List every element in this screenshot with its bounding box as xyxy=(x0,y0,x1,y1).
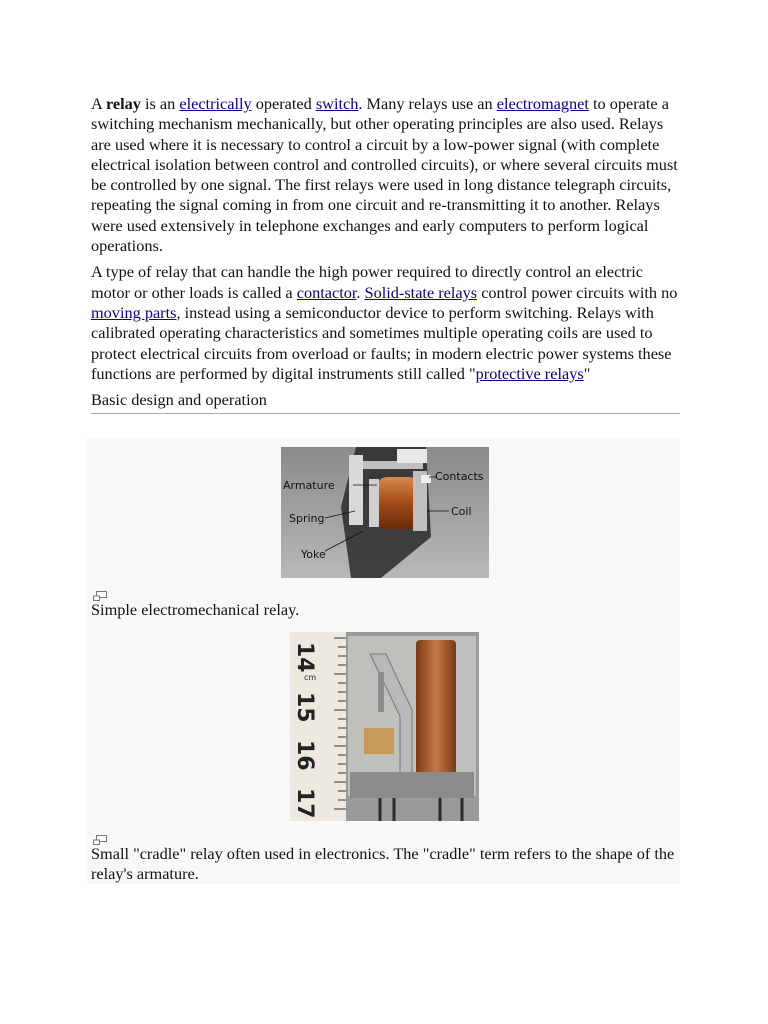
ruler-mark-16: 16 xyxy=(292,740,317,771)
relay-photo[interactable] xyxy=(281,447,489,578)
wiki-link[interactable]: electromagnet xyxy=(496,94,589,113)
label-spring: Spring xyxy=(289,512,325,525)
text-run: operated xyxy=(251,94,316,113)
text-run: . xyxy=(356,282,365,302)
label-yoke: Yoke xyxy=(301,548,326,561)
text-run: A type of relay that can handle the high power required to directly control an electric motor or other loads is called a xyxy=(91,262,643,302)
label-coil: Coil xyxy=(451,505,472,518)
text-run: " xyxy=(583,363,591,383)
section-heading: Basic design and operation xyxy=(91,390,680,414)
figure-caption: Simple electromechanical relay. xyxy=(91,600,300,619)
term-bold: relay xyxy=(105,94,141,113)
relay-photo-image xyxy=(281,447,489,578)
ruler-mark-15: 15 xyxy=(292,692,317,723)
wiki-link[interactable]: contactor xyxy=(296,282,357,302)
wiki-link[interactable]: electrically xyxy=(179,94,252,113)
text-run: . Many relays use an xyxy=(358,94,497,113)
paragraph-contactor xyxy=(91,262,680,384)
text-run: control power circuits with no xyxy=(477,282,678,302)
text-run: to operate a switching mechanism mechanically, but other operating principles are also used. Relays are used where it is necessary to control a circuit by a low-power signal (with complete electrical isolation between control and controlled circuits), or where several circuits must be controlled by one signal. The first relays were used in long distance telegraph circuits, repeating the signal coming in from one circuit and re-transmitting it to another. Relays were used extensively in telephone exchanges and early computers to perform logical operations. xyxy=(91,94,678,256)
text-run: A xyxy=(91,94,106,113)
wiki-link[interactable]: Solid-state relays xyxy=(364,282,478,302)
label-contacts: Contacts xyxy=(435,470,484,483)
enlarge-icon[interactable] xyxy=(93,588,107,598)
figure-caption: Small "cradle" relay often used in electronics. The "cradle" term refers to the shape of the relay's armature. xyxy=(91,844,675,884)
text-run: , instead using a semiconductor device to perform switching. Relays with calibrated operating characteristics and sometimes multiple operating coils are used to protect electrical circuits from overload or faults; in modern electric power systems these functions are performed by digital instruments still called " xyxy=(91,302,672,383)
ruler-mark-14: 14 xyxy=(292,642,317,673)
paragraph-intro xyxy=(91,94,680,256)
cradle-relay-photo[interactable] xyxy=(290,632,479,821)
wiki-link[interactable]: moving parts xyxy=(91,302,177,322)
text-run: is an xyxy=(140,94,180,113)
ruler-unit: cm xyxy=(304,673,317,682)
ruler-mark-17: 17 xyxy=(292,788,317,819)
cradle-relay-photo-image xyxy=(290,632,479,821)
wiki-link[interactable]: switch xyxy=(315,94,359,113)
image-gallery xyxy=(87,438,680,884)
label-armature: Armature xyxy=(283,479,335,492)
enlarge-icon[interactable] xyxy=(93,832,107,842)
wiki-link[interactable]: protective relays xyxy=(475,363,584,383)
article-body xyxy=(91,94,680,414)
